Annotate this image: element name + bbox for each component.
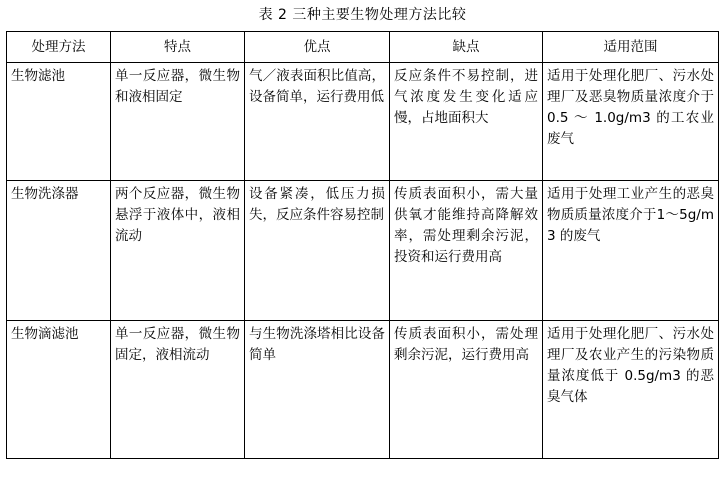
cell-advantages: 与生物洗涤塔相比设备简单 xyxy=(245,321,390,459)
cell-method: 生物滤池 xyxy=(7,63,111,181)
cell-features: 单一反应器，微生物和液相固定 xyxy=(111,63,245,181)
table-row xyxy=(7,321,719,459)
cell-disadvantages: 传质表面积小，需处理剩余污泥，运行费用高 xyxy=(390,321,543,459)
table-row xyxy=(7,63,719,181)
cell-scope: 适用于处理工业产生的恶臭物质质量浓度介于1～5g/m3 的废气 xyxy=(543,181,719,321)
cell-advantages: 气／液表面积比值高，设备简单，运行费用低 xyxy=(245,63,390,181)
cell-advantages: 设备紧凑，低压力损失，反应条件容易控制 xyxy=(245,181,390,321)
cell-features: 单一反应器，微生物固定，液相流动 xyxy=(111,321,245,459)
table-header-row xyxy=(7,32,719,63)
column-header-features: 特点 xyxy=(111,32,245,63)
cell-method: 生物洗涤器 xyxy=(7,181,111,321)
cell-method: 生物滴滤池 xyxy=(7,321,111,459)
table-caption: 表 2 三种主要生物处理方法比较 xyxy=(258,7,467,23)
cell-scope: 适用于处理化肥厂、污水处理厂及恶臭物质量浓度介于 0.5 ～ 1.0g/m3 的工农业废气 xyxy=(543,63,719,181)
cell-disadvantages: 传质表面积小，需大量供氧才能维持高降解效率，需处理剩余污泥，投资和运行费用高 xyxy=(390,181,543,321)
table-row xyxy=(7,181,719,321)
column-header-scope: 适用范围 xyxy=(543,32,719,63)
column-header-method: 处理方法 xyxy=(7,32,111,63)
comparison-table xyxy=(6,31,719,459)
cell-scope: 适用于处理化肥厂、污水处理厂及农业产生的污染物质量浓度低于 0.5g/m3 的恶臭气体 xyxy=(543,321,719,459)
column-header-disadvantages: 缺点 xyxy=(390,32,543,63)
column-header-advantages: 优点 xyxy=(245,32,390,63)
cell-disadvantages: 反应条件不易控制，进气浓度发生变化适应慢，占地面积大 xyxy=(390,63,543,181)
cell-features: 两个反应器，微生物悬浮于液体中，液相流动 xyxy=(111,181,245,321)
